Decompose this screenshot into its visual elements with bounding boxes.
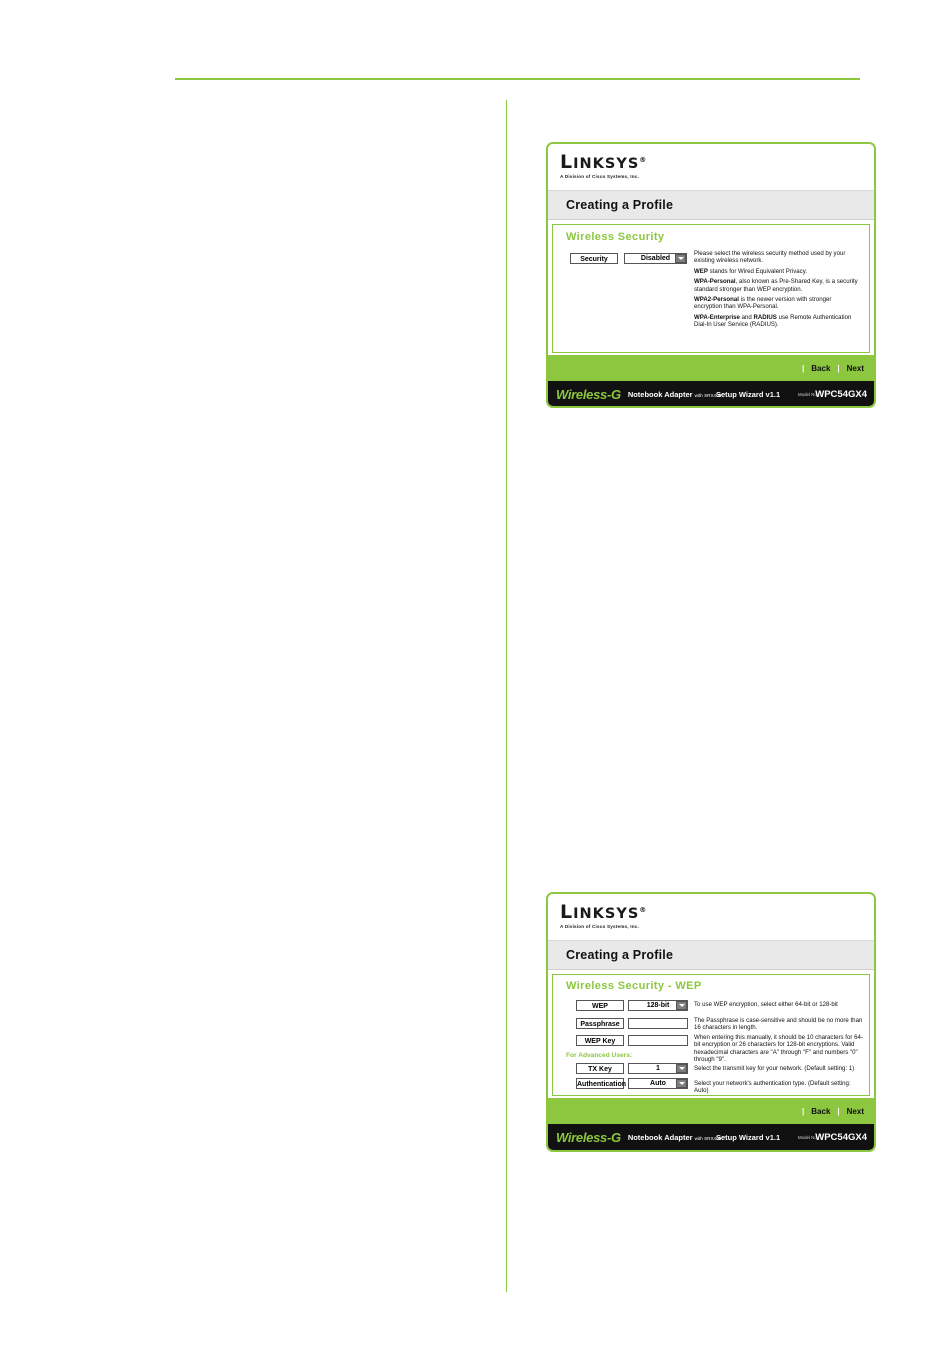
window-body [548,220,874,355]
security-select-value: Disabled [640,255,671,262]
product-name-suffix: with SRX400 [694,392,722,398]
screenshot-wireless-security [546,142,876,408]
advanced-users-label: For Advanced Users: [566,1052,633,1059]
window-body-2 [548,970,874,1098]
linksys-logo-2 [560,900,648,929]
window-title-bar-2 [548,941,874,970]
product-name-text: Notebook Adapter [627,389,693,399]
help-line-5-text-a: and [739,313,754,321]
section-title: Wireless Security [566,231,665,243]
logo-wordmark: LINKSYS® [560,150,648,173]
product-bar-2 [548,1124,874,1150]
help-wep-line-2: The Passphrase is case-sensitive and should be no more than 16 characters in length. [694,1017,863,1032]
chevron-down-icon-auth[interactable] [676,1079,687,1088]
footer-divider-1: | [802,363,805,373]
passphrase-input[interactable] [628,1018,688,1029]
field-label-wep-key: WEP Key [576,1035,624,1046]
field-label-tx-key: TX Key [576,1063,624,1074]
next-button[interactable]: Next [846,363,864,373]
brand-wireless-g-2: Wireless-G [556,1129,621,1145]
logo-tagline: A Division of Cisco Systems, Inc. [560,173,639,179]
logo-tagline-2: A Division of Cisco Systems, Inc. [560,923,639,929]
authentication-select[interactable] [628,1078,688,1089]
page-top-rule [175,78,860,80]
footer-nav-2 [802,1107,864,1116]
help-term-wep: WEP [694,267,708,275]
model-label: Model No. [797,391,818,397]
wizard-version: Setup Wizard v1.1 [716,389,781,399]
help-term-wpa-enterprise: WPA-Enterprise [694,313,740,321]
wep-select-value: 128-bit [646,1002,670,1009]
security-select[interactable] [624,253,687,264]
section-title-2: Wireless Security - WEP [566,980,702,992]
window-footer-2 [548,1098,874,1124]
logo-trademark: ® [639,156,648,164]
help-wep-line-1: To use WEP encryption, select either 64-bit or 128-bit [694,1001,838,1008]
help-line-4-text: is the newer version with stronger encryption than WPA-Personal. [694,296,832,311]
window-header [548,144,874,191]
product-name-text-2: Notebook Adapter [627,1132,693,1142]
chevron-down-icon-tx[interactable] [676,1064,687,1073]
help-line-1: Please select the wireless security method used by your existing wireless network. [694,250,846,265]
help-term-wpa2-personal: WPA2-Personal [694,296,739,304]
help-line-5-text-b: use Remote Authentication Dial-In User Service (RADIUS). [694,313,852,329]
help-text-block [694,250,860,332]
chevron-down-icon-wep[interactable] [676,1001,687,1010]
model-label-2: Model No. [797,1134,818,1140]
product-bar [548,381,874,407]
next-button-2[interactable]: Next [846,1106,864,1116]
back-button[interactable]: Back [811,363,831,373]
authentication-select-value: Auto [650,1080,666,1087]
window-header-2 [548,894,874,941]
help-line-5 [694,314,860,329]
footer-divider-3: | [802,1106,805,1116]
wep-select[interactable] [628,1000,688,1011]
help-line-4 [694,296,860,311]
window-title-bar [548,191,874,220]
wizard-version-2: Setup Wizard v1.1 [716,1132,781,1142]
help-term-wpa-personal: WPA-Personal [694,278,736,286]
page-title: Creating a Profile [566,198,674,212]
field-label-wep: WEP [576,1000,624,1011]
help-term-radius: RADIUS [753,313,777,321]
page-column-divider [506,100,507,1292]
wep-key-input[interactable] [628,1035,688,1046]
tx-key-select[interactable] [628,1063,688,1074]
page-title-2: Creating a Profile [566,948,674,962]
tx-key-select-value: 1 [656,1065,660,1072]
logo-wordmark-2: LINKSYS® [560,900,648,923]
footer-divider-4: | [837,1106,840,1116]
window-footer [548,355,874,381]
model-number-2: WPC54GX4 [815,1131,867,1143]
help-line-2-text: stands for Wired Equivalent Privacy. [707,267,808,275]
help-wep-line-3: When entering this manually, it should be 10 characters for 64-bit encryption or 26 characters for 128-bit encryptions. Valid hexadecimal characters are "A" through "F" and numbers "0" through "9". [694,1034,863,1064]
product-name-2 [628,1133,721,1142]
footer-divider-2: | [837,363,840,373]
help-line-2 [694,268,860,275]
field-label-passphrase: Passphrase [576,1018,624,1029]
field-label-authentication: Authentication [576,1078,624,1089]
help-line-3 [694,278,860,293]
linksys-logo [560,150,648,179]
chevron-down-icon[interactable] [675,254,686,263]
back-button-2[interactable]: Back [811,1106,831,1116]
footer-nav [802,364,864,373]
help-line-3-text: , also known as Pre-Shared Key, is a security standard stronger than WEP encryption. [694,278,858,293]
product-name [628,390,721,399]
field-label-security: Security [570,253,618,264]
help-wep-line-4: Select the transmit key for your network. (Default setting: 1) [694,1065,855,1072]
product-name-suffix-2: with SRX400 [694,1135,722,1141]
brand-wireless-g: Wireless-G [556,386,621,402]
help-wep-line-5: Select your network's authentication type. (Default setting: Auto) [694,1080,851,1095]
logo-trademark-2: ® [639,906,648,914]
model-number: WPC54GX4 [815,388,867,400]
screenshot-wireless-security-wep [546,892,876,1152]
